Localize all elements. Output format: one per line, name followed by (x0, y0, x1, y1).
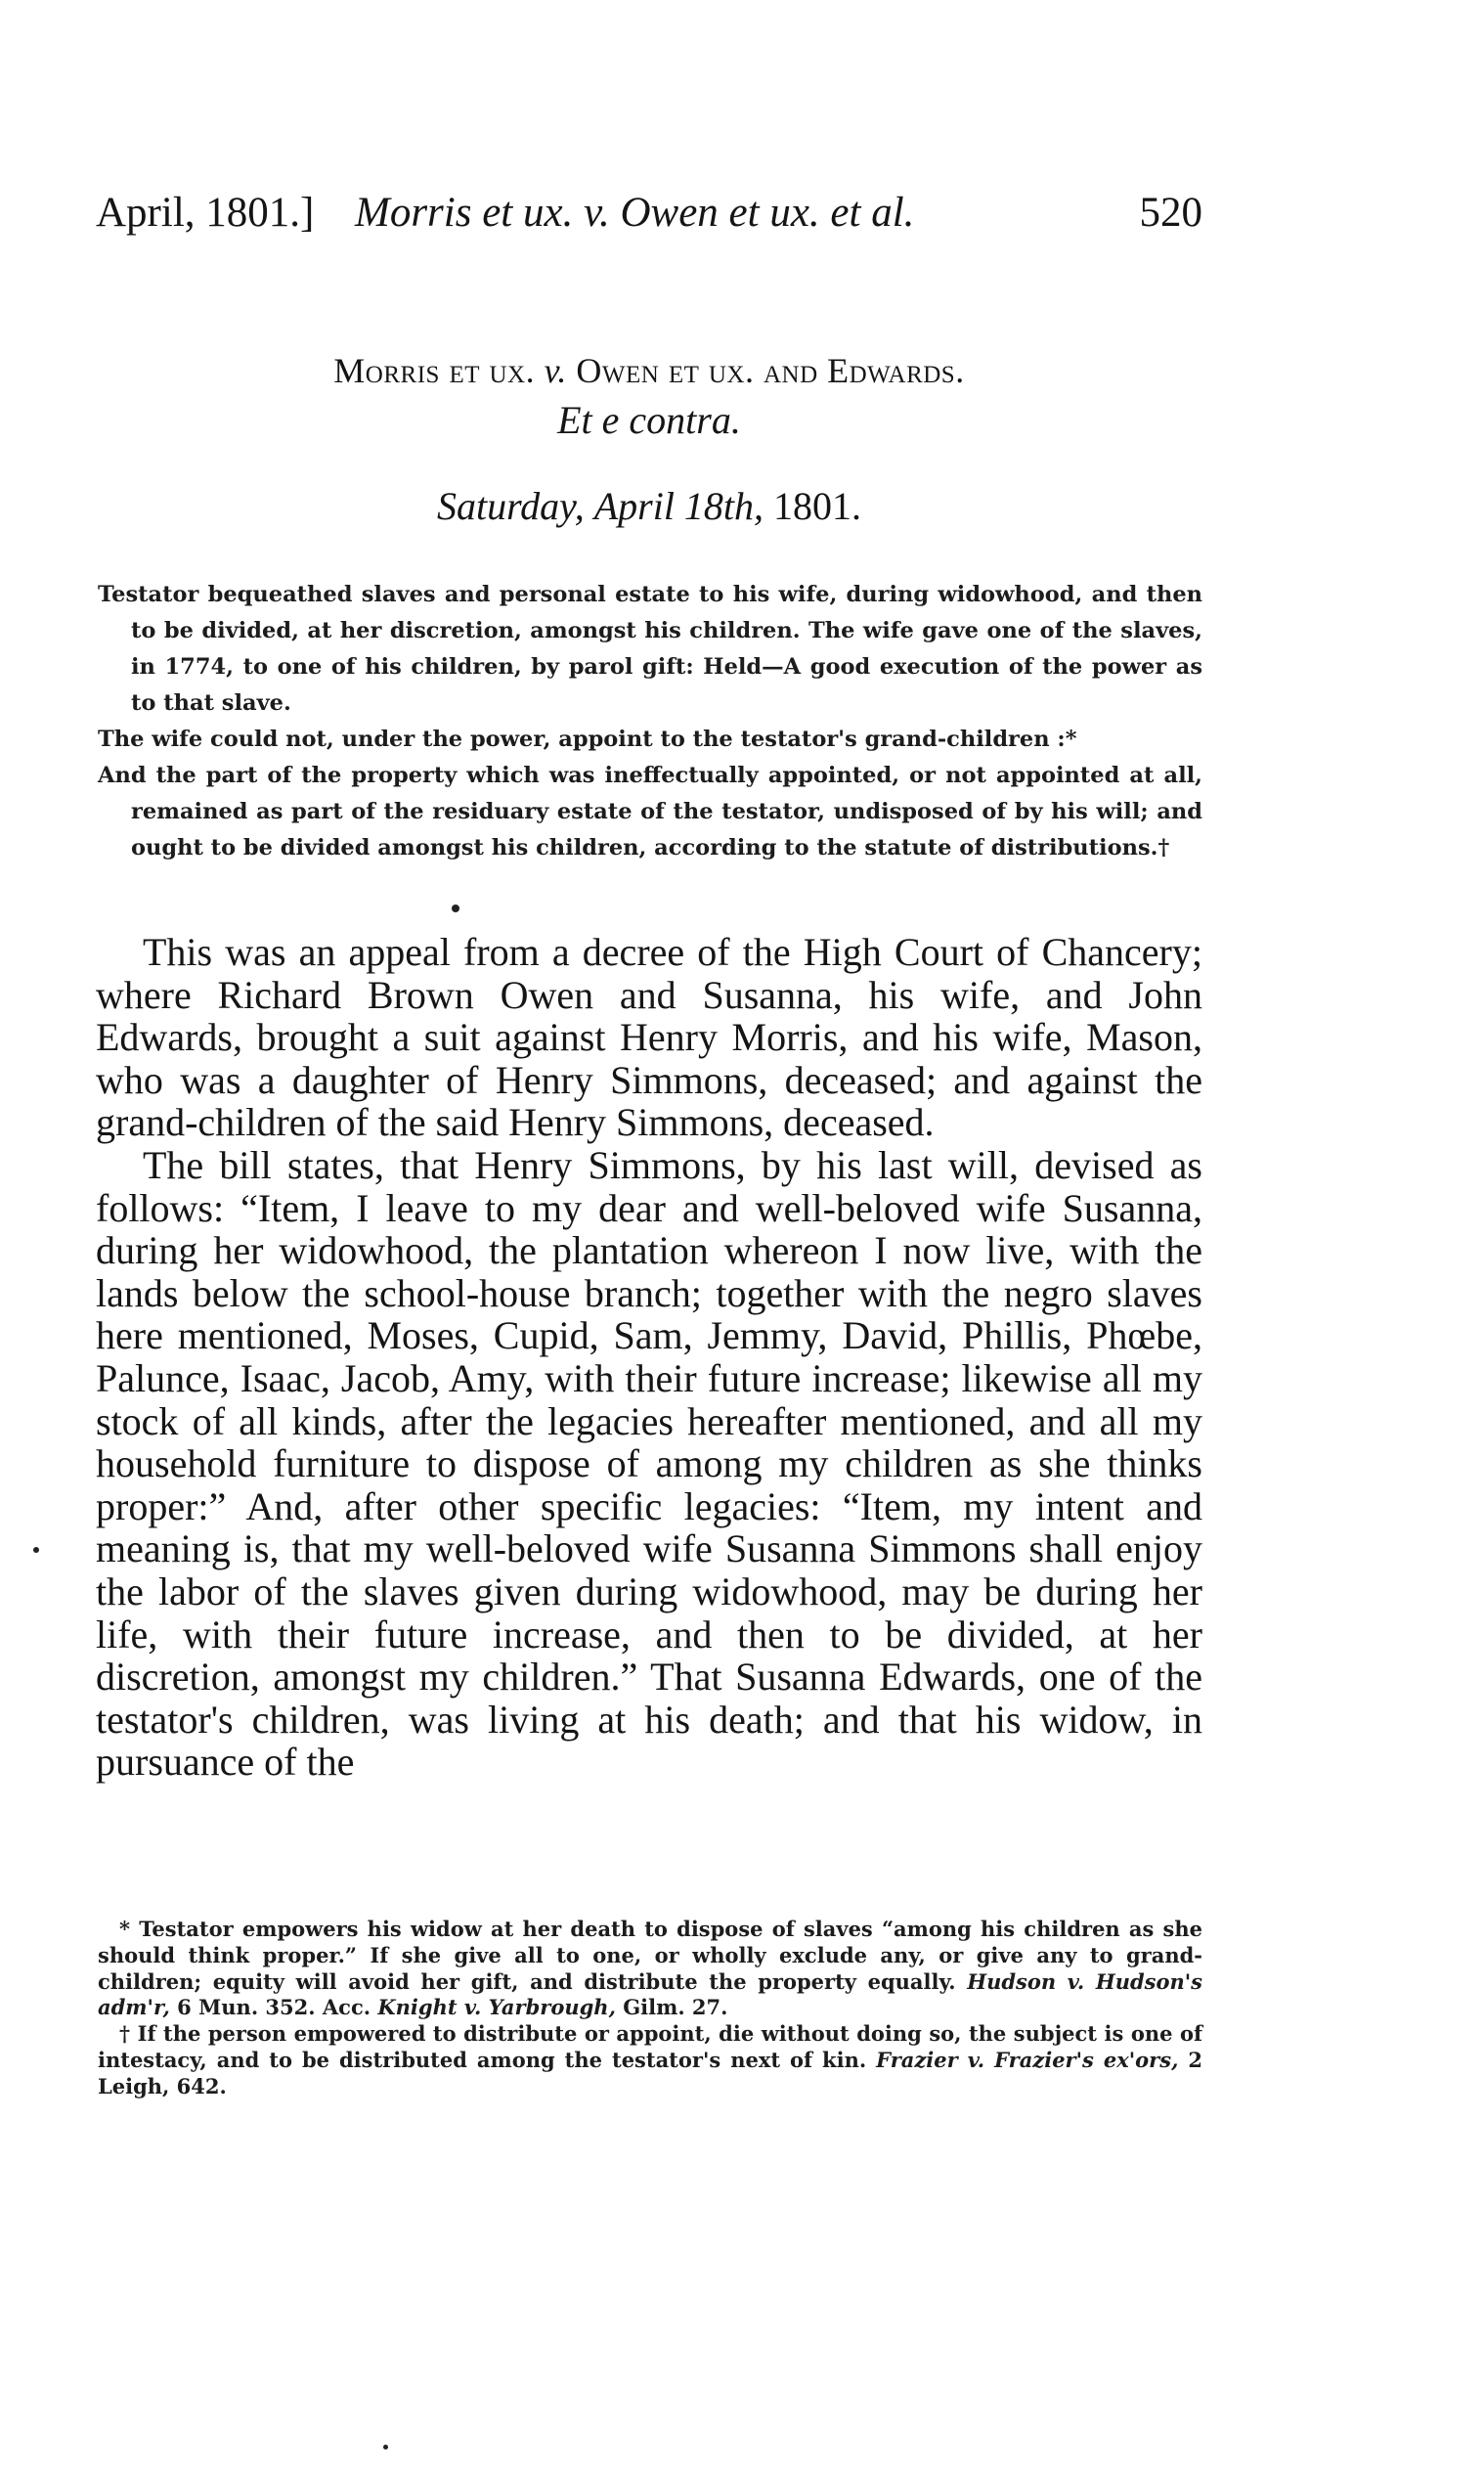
opinion-text (96, 931, 1202, 1784)
case-date-weekday: Saturday, (436, 484, 585, 528)
body-paragraph: The bill states, that Henry Simmons, by his last will, devised as follows: “Item, I leave to my dear and well-beloved wife Susanna, during her widowhood, the plantation whereon I now live, with the lands below the school-house branch; together with the negro slaves here mentioned, Moses, Cupid, Sam, Jemmy, David, Phillis, Phœbe, Palunce, Isaac, Jacob, Amy, with their future increase; likewise all my stock of all kinds, after the legacies hereafter mentioned, and all my household furniture to dispose of among my children as she thinks proper:” And, after other specific legacies: “Item, my intent and meaning is, that my well-beloved wife Susanna Simmons shall enjoy the labor of the slaves given during widowhood, may be during her life, with their future increase, and then to be divided, at her discretion, amongst my children.” That Susanna Edwards, one of the testator's children, was living at his death; and that his widow, in pursuance of the (96, 1142, 1202, 1785)
footnote-star-text: * Testator empowers his widow at her death to dispose of slaves “among his children as she should think proper.” If she give all to one, or wholly exclude any, or give any to grand-children; equity will avoid her gift, and distribute the property equally. (98, 1917, 1202, 1994)
footnote-cite-ref: 2 Leigh, 642. (98, 2047, 1203, 2098)
case-subtitle: Et e contra. (557, 398, 741, 442)
footnote-dagger-text: † If the person empowered to distribute or appoint, die without doing so, the subject is one of intestacy, and to be distributed among the testator's next of kin. (98, 2021, 1202, 2072)
headnotes (98, 577, 1202, 866)
headnote: And the part of the property which was ineffectually appointed, or not appointed at all, remained as part of the residuary estate of the testator, undisposed of by his will; and ought to be divided amongst his children, according to the statute of distributions.† (98, 763, 1202, 861)
footnote-cite: Frazier v. Frazier's ex'ors, (876, 2047, 1179, 2072)
case-title (96, 347, 1202, 394)
print-speck (33, 1547, 39, 1553)
page-number: 520 (1139, 190, 1202, 236)
running-head (96, 184, 1202, 243)
footnote-cite-ref: 6 Mun. 352. Acc. (177, 1995, 371, 2020)
case-date (96, 479, 1202, 534)
body-paragraph: This was an appeal from a decree of the High Court of Chancery; where Richard Brown Owen and Susanna, his wife, and John Edwards, brought a suit against Henry Morris, and his wife, Mason, who was a daughter of Henry Simmons, deceased; and against the grand-children of the said Henry Simmons, deceased. (96, 930, 1202, 1145)
case-date-day: April 18th, (593, 484, 764, 528)
footnotes (98, 1917, 1202, 2100)
footnote-star (98, 1917, 1202, 2021)
footnote-cite-ref: Gilm. 27. (623, 1995, 728, 2020)
print-speck (452, 905, 459, 912)
footnote-cite: Knight v. Yarbrough, (377, 1995, 616, 2020)
print-speck (383, 2445, 388, 2450)
running-head-date: April, 1801.] (96, 190, 315, 236)
headnote: The wife could not, under the power, appoint to the testator's grand-children :* (98, 727, 1077, 752)
case-party-appellee: Owen et ux. and Edwards. (576, 351, 965, 390)
footnote-dagger (98, 2021, 1202, 2099)
case-party-appellant: Morris et ux. (333, 351, 536, 390)
case-versus: v. (544, 351, 567, 390)
footnote-cite: Hudson v. Hudson's adm'r, (98, 1968, 1203, 2020)
running-head-title: Morris et ux. v. Owen et ux. et al. (355, 190, 915, 236)
case-date-year: 1801. (773, 484, 862, 528)
headnote: Testator bequeathed slaves and personal estate to his wife, during widowhood, and then to be divided, at her discretion, amongst his children. The wife gave one of the slaves, in 1774, to one of his children, by parol gift: Held—A good execution of the power as to that slave. (98, 582, 1202, 716)
